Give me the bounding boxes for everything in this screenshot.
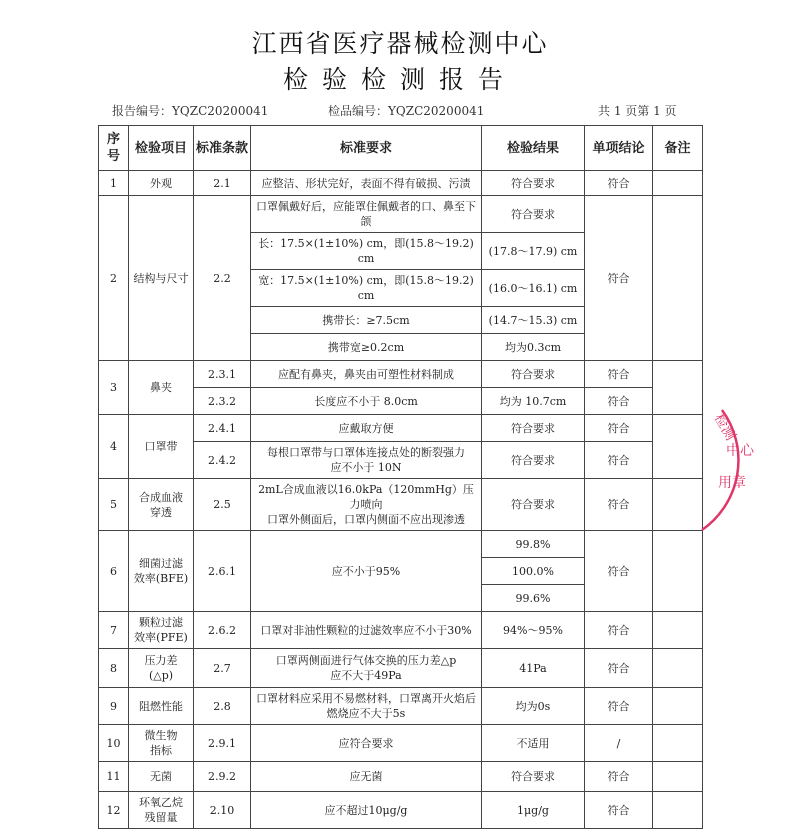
- conclusion: /: [585, 725, 653, 762]
- item-name: 细菌过滤 效率(BFE): [129, 531, 194, 612]
- result: (16.0～16.1) cm: [482, 270, 585, 307]
- svg-text:检测: 检测: [710, 411, 739, 444]
- svg-text:用章: 用章: [718, 475, 746, 491]
- remark-cell: [653, 792, 703, 829]
- remark-cell: [653, 479, 703, 531]
- result: 均为0s: [482, 688, 585, 725]
- requirement: 长度应不小于 8.0cm: [251, 388, 482, 415]
- result: 99.6%: [482, 585, 585, 612]
- column-header: 备注: [653, 126, 703, 171]
- table-row: [99, 415, 703, 442]
- column-header: 标准要求: [251, 126, 482, 171]
- item-name: 阻燃性能: [129, 688, 194, 725]
- item-name: 外观: [129, 171, 194, 196]
- clause-number: 2.1: [194, 171, 251, 196]
- requirement: 应不小于95%: [251, 531, 482, 612]
- result: 均为 10.7cm: [482, 388, 585, 415]
- item-name: 颗粒过滤 效率(PFE): [129, 612, 194, 649]
- result: 99.8%: [482, 531, 585, 558]
- table-row: [99, 171, 703, 196]
- clause-number: 2.3.2: [194, 388, 251, 415]
- report-title: 检验检测报告: [282, 65, 517, 94]
- table-row: [99, 531, 703, 558]
- conclusion: 符合: [585, 762, 653, 792]
- requirement: 应配有鼻夹，鼻夹由可塑性材料制成: [251, 361, 482, 388]
- remark-cell: [653, 762, 703, 792]
- result: 符合要求: [482, 415, 585, 442]
- item-number: 6: [99, 531, 129, 612]
- requirement: 长：17.5×(1±10%) cm，即(15.8～19.2) cm: [251, 233, 482, 270]
- conclusion: 符合: [585, 649, 653, 688]
- requirement: 应整洁、形状完好，表面不得有破损、污渍: [251, 171, 482, 196]
- conclusion: 符合: [585, 792, 653, 829]
- item-number: 3: [99, 361, 129, 415]
- table-row: [99, 479, 703, 531]
- item-name: 无菌: [129, 762, 194, 792]
- conclusion: 符合: [585, 531, 653, 612]
- remark-cell: [653, 725, 703, 762]
- remark-cell: [653, 531, 703, 612]
- result: 符合要求: [482, 762, 585, 792]
- item-number: 9: [99, 688, 129, 725]
- remark-cell: [653, 196, 703, 361]
- requirement: 宽：17.5×(1±10%) cm，即(15.8～19.2) cm: [251, 270, 482, 307]
- clause-number: 2.9.1: [194, 725, 251, 762]
- conclusion: 符合: [585, 361, 653, 388]
- table-row: [99, 762, 703, 792]
- conclusion: 符合: [585, 415, 653, 442]
- clause-number: 2.7: [194, 649, 251, 688]
- conclusion: 符合: [585, 612, 653, 649]
- item-name: 结构与尺寸: [129, 196, 194, 361]
- remark-cell: [653, 688, 703, 725]
- page-info: 共 1 页第 1 页: [598, 104, 677, 118]
- column-header: 检验项目: [129, 126, 194, 171]
- table-row: [99, 649, 703, 688]
- table-row: [99, 688, 703, 725]
- remark-cell: [653, 171, 703, 196]
- result: 不适用: [482, 725, 585, 762]
- requirement: 口罩佩戴好后，应能罩住佩戴者的口、鼻至下颌: [251, 196, 482, 233]
- item-number: 1: [99, 171, 129, 196]
- official-seal: [700, 395, 800, 535]
- inspection-table: [98, 125, 703, 829]
- clause-number: 2.3.1: [194, 361, 251, 388]
- item-number: 7: [99, 612, 129, 649]
- item-name: 合成血液 穿透: [129, 479, 194, 531]
- requirement: 应无菌: [251, 762, 482, 792]
- result: 41Pa: [482, 649, 585, 688]
- requirement: 携带宽≥0.2cm: [251, 334, 482, 361]
- result: (14.7～15.3) cm: [482, 307, 585, 334]
- item-name: 压力差 (△p): [129, 649, 194, 688]
- item-number: 12: [99, 792, 129, 829]
- column-header: 标准条款: [194, 126, 251, 171]
- table-row: [99, 725, 703, 762]
- report-number: 报告编号：YQZC20200041: [112, 104, 269, 118]
- requirement: 2mL合成血液以16.0kPa（120mmHg）压力喷向 口罩外侧面后，口罩内侧面不应出现渗透: [251, 479, 482, 531]
- requirement: 每根口罩带与口罩体连接点处的断裂强力 应不小于 10N: [251, 442, 482, 479]
- clause-number: 2.8: [194, 688, 251, 725]
- item-name: 微生物 指标: [129, 725, 194, 762]
- svg-text:中心: 中心: [726, 443, 754, 459]
- requirement: 口罩两侧面进行气体交换的压力差△p 应不大于49Pa: [251, 649, 482, 688]
- table-row: [99, 792, 703, 829]
- requirement: 携带长：≥7.5cm: [251, 307, 482, 334]
- result: 符合要求: [482, 479, 585, 531]
- result: 符合要求: [482, 442, 585, 479]
- clause-number: 2.9.2: [194, 762, 251, 792]
- sample-number: 检品编号：YQZC20200041: [328, 104, 485, 118]
- clause-number: 2.4.1: [194, 415, 251, 442]
- result: 94%～95%: [482, 612, 585, 649]
- item-number: 2: [99, 196, 129, 361]
- table-row: [99, 196, 703, 233]
- clause-number: 2.10: [194, 792, 251, 829]
- table-header-row: [99, 126, 703, 171]
- requirement: 口罩对非油性颗粒的过滤效率应不小于30%: [251, 612, 482, 649]
- remark-cell: [653, 361, 703, 415]
- column-header: 检验结果: [482, 126, 585, 171]
- remark-cell: [653, 649, 703, 688]
- remark-cell: [653, 415, 703, 479]
- requirement: 应不超过10μg/g: [251, 792, 482, 829]
- clause-number: 2.2: [194, 196, 251, 361]
- item-name: 环氧乙烷 残留量: [129, 792, 194, 829]
- requirement: 口罩材料应采用不易燃材料，口罩离开火焰后 燃烧应不大于5s: [251, 688, 482, 725]
- result: 100.0%: [482, 558, 585, 585]
- clause-number: 2.4.2: [194, 442, 251, 479]
- column-header: 单项结论: [585, 126, 653, 171]
- result: (17.8～17.9) cm: [482, 233, 585, 270]
- remark-cell: [653, 612, 703, 649]
- clause-number: 2.5: [194, 479, 251, 531]
- conclusion: 符合: [585, 171, 653, 196]
- conclusion: 符合: [585, 196, 653, 361]
- result: 1μg/g: [482, 792, 585, 829]
- result: 符合要求: [482, 171, 585, 196]
- item-number: 4: [99, 415, 129, 479]
- item-name: 鼻夹: [129, 361, 194, 415]
- table-row: [99, 612, 703, 649]
- conclusion: 符合: [585, 442, 653, 479]
- item-name: 口罩带: [129, 415, 194, 479]
- item-number: 10: [99, 725, 129, 762]
- conclusion: 符合: [585, 479, 653, 531]
- column-header: 序号: [99, 126, 129, 171]
- table-row: [99, 361, 703, 388]
- institution-title: 江西省医疗器械检测中心: [251, 29, 549, 58]
- result: 均为0.3cm: [482, 334, 585, 361]
- conclusion: 符合: [585, 688, 653, 725]
- result: 符合要求: [482, 361, 585, 388]
- requirement: 应戴取方便: [251, 415, 482, 442]
- requirement: 应符合要求: [251, 725, 482, 762]
- clause-number: 2.6.2: [194, 612, 251, 649]
- result: 符合要求: [482, 196, 585, 233]
- conclusion: 符合: [585, 388, 653, 415]
- item-number: 8: [99, 649, 129, 688]
- clause-number: 2.6.1: [194, 531, 251, 612]
- item-number: 11: [99, 762, 129, 792]
- item-number: 5: [99, 479, 129, 531]
